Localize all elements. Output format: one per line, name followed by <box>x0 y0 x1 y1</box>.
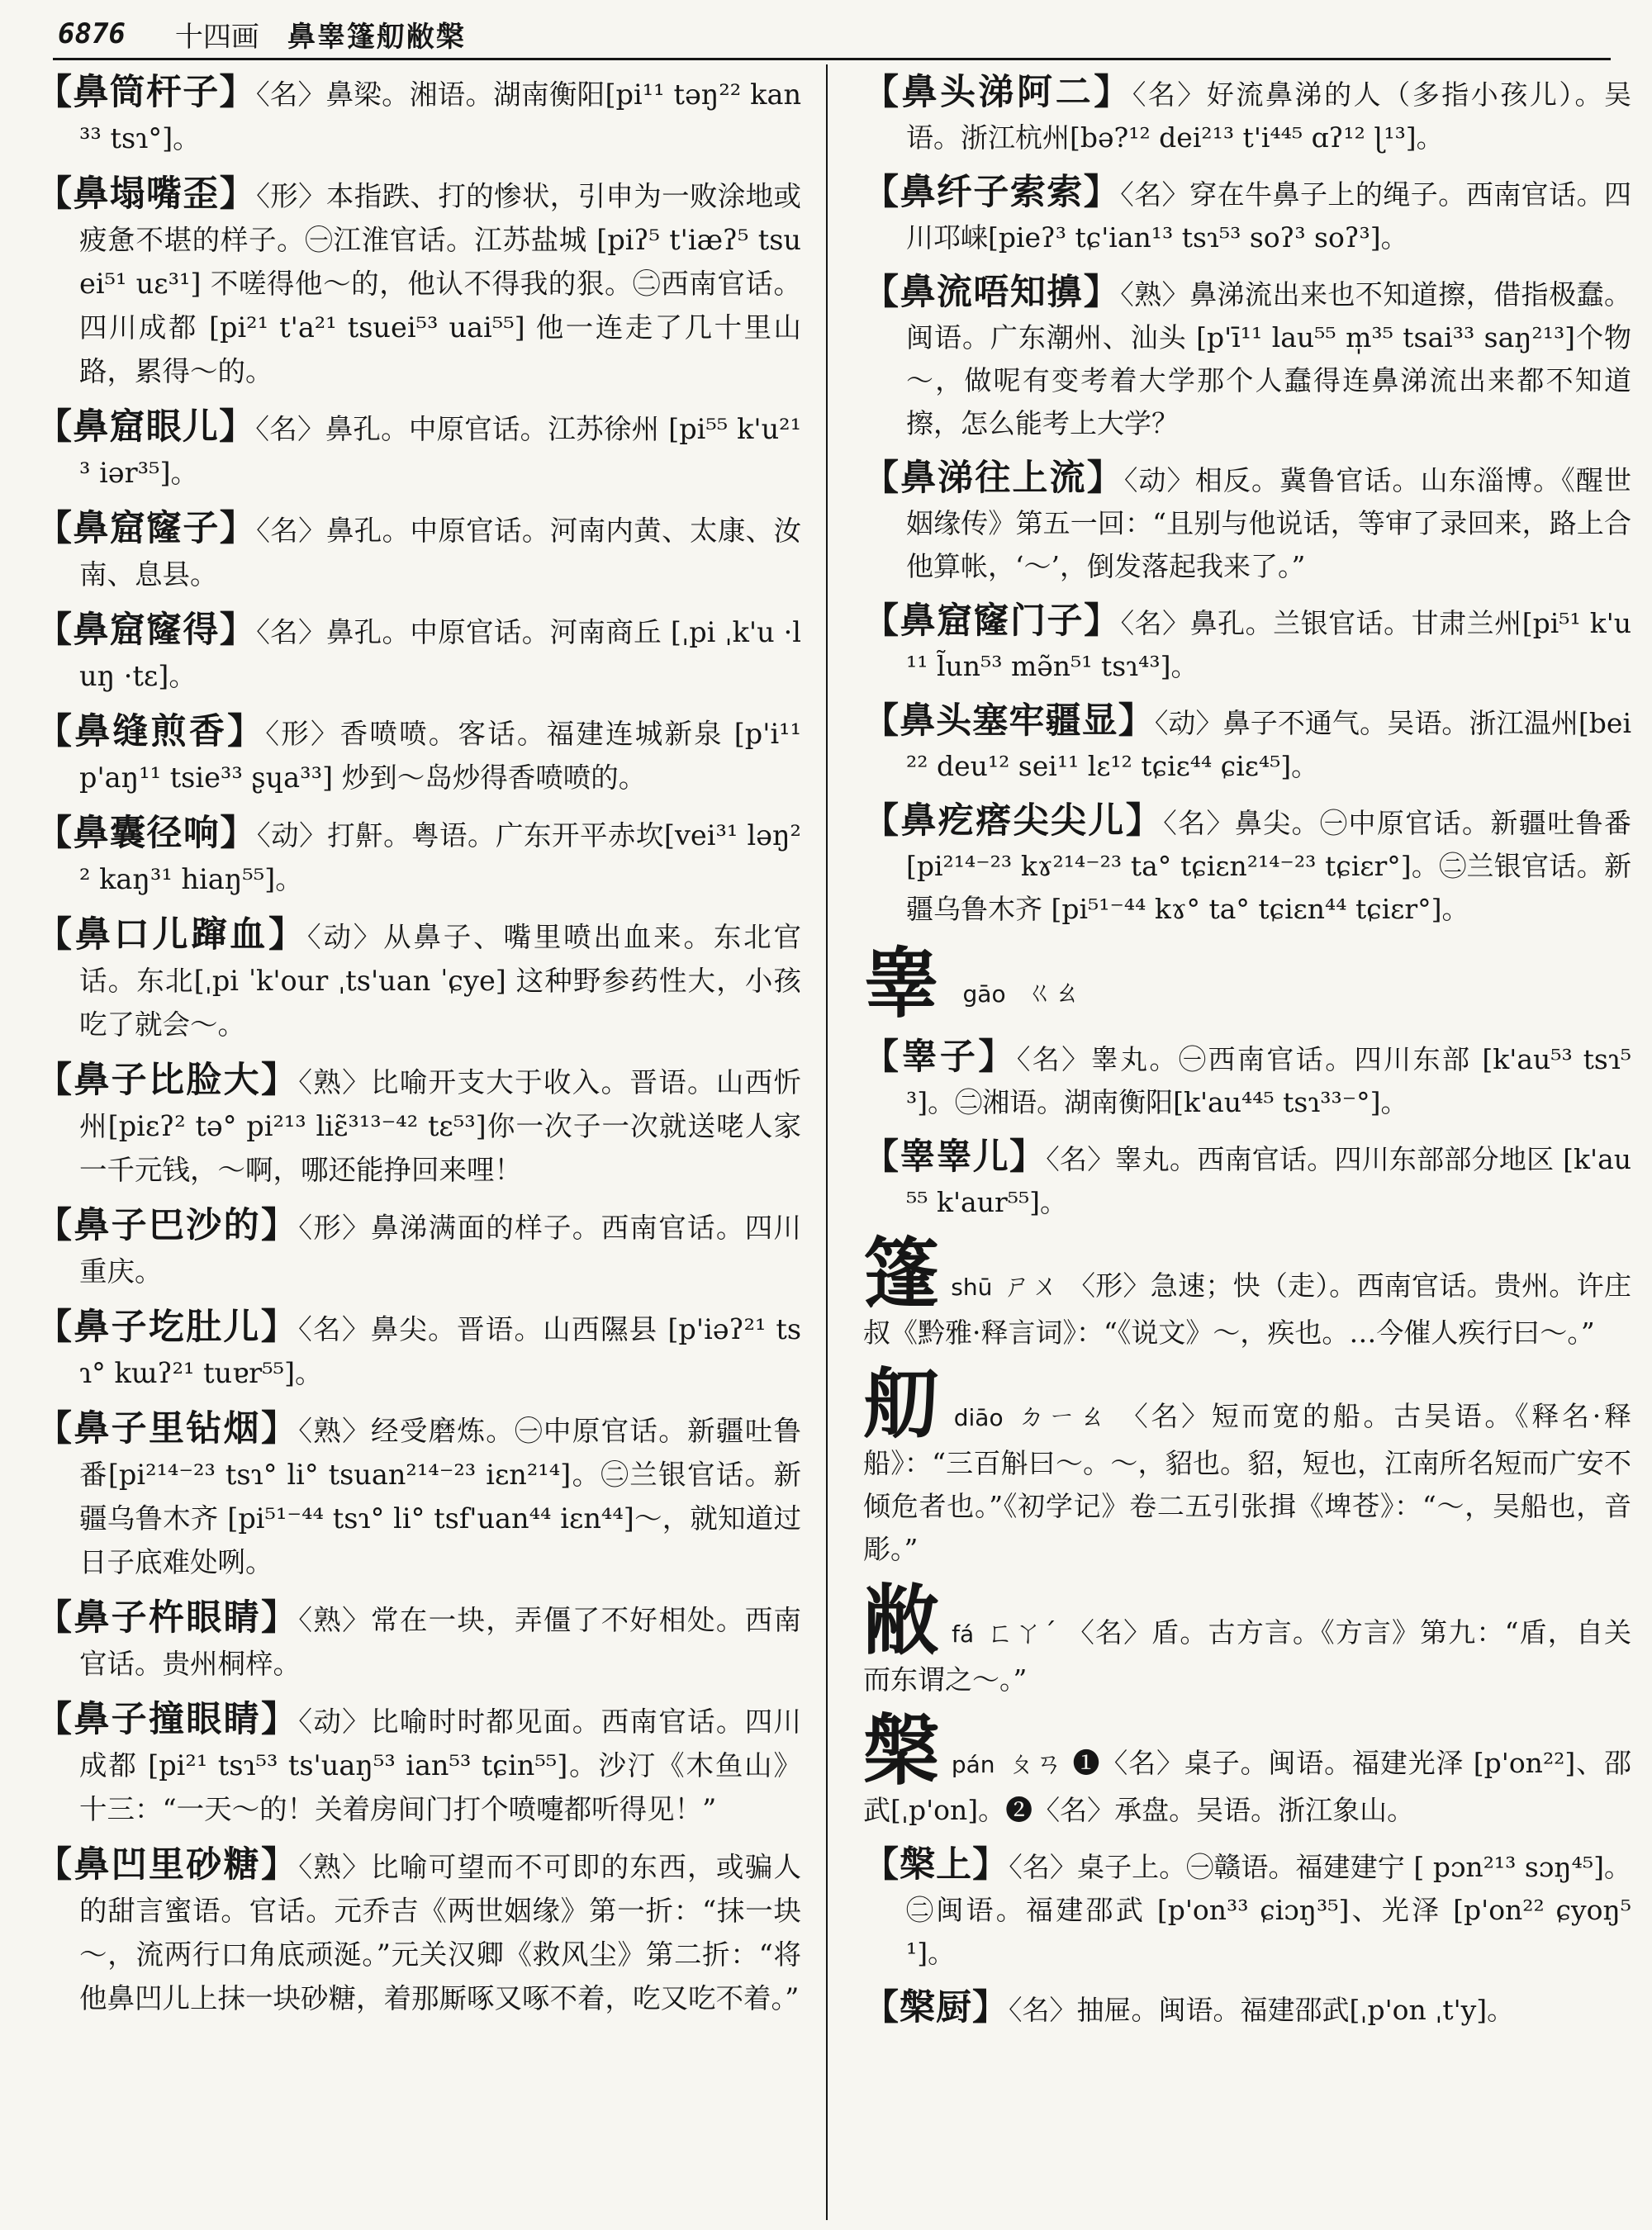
dictionary-entry <box>36 1843 801 2020</box>
left-bracket: 【 <box>36 406 74 448</box>
entry-headword <box>36 610 256 651</box>
left-bracket: 【 <box>36 1205 74 1246</box>
pinyin: pán <box>951 1751 995 1778</box>
headword-text: 鼻凹里砂糖 <box>74 1844 261 1886</box>
headword-text: 鼻头涕阿二 <box>901 72 1094 113</box>
pinyin: gāo <box>962 980 1006 1008</box>
headword-text: 鼻口儿蹿血 <box>74 914 269 956</box>
definition-text: 〈动〉鼻子不通气。吴语。浙江温州[bei²² deu¹² sei¹¹ lɛ¹² tɕiɛ⁴⁴ ɕiɛ⁴⁵]。 <box>906 707 1631 782</box>
definition-text: 〈名〉鼻孔。中原官话。河南商丘 [ˌpi ˌk'u ·luŋ ·tɛ]。 <box>79 616 801 692</box>
left-bracket: 【 <box>863 272 900 313</box>
entry-headword <box>36 1408 298 1450</box>
entry-headword <box>863 700 1155 742</box>
right-bracket: 】 <box>1083 172 1121 213</box>
dictionary-entry <box>863 700 1631 788</box>
definition-text: 〈名〉好流鼻涕的人（多指小孩儿）。吴语。浙江杭州[bə?¹² dei²¹³ t'i⁴⁴⁵ ɑʔ¹² ɭ¹³]。 <box>906 78 1631 154</box>
entry-headword <box>863 272 1120 313</box>
headword-text: 鼻子里钻烟 <box>74 1408 261 1450</box>
header-characters: 鼻睾篷舠敝槃 <box>287 20 466 54</box>
entry-headword <box>36 508 256 549</box>
left-bracket: 【 <box>863 1037 902 1078</box>
right-bracket: 】 <box>260 1205 299 1246</box>
char-heading-gao <box>863 939 1631 1036</box>
right-bracket: 】 <box>219 72 256 113</box>
dictionary-entry <box>36 1597 801 1686</box>
zhuyin: ㄆㄢ <box>1006 1747 1064 1779</box>
right-bracket: 】 <box>260 1307 299 1348</box>
dictionary-entry <box>36 406 801 495</box>
entry-headword <box>36 406 255 448</box>
headword-text: 鼻子杵眼睛 <box>74 1597 261 1639</box>
entry-headword <box>863 458 1124 499</box>
definition-text: 〈形〉香喷喷。客话。福建连城新泉 [p'i¹¹ p'aŋ¹¹ tsie³³ ʂɥa³³] 炒到～岛炒得香喷喷的。 <box>79 718 801 794</box>
left-bracket: 【 <box>36 72 74 113</box>
definition-text: 〈名〉短而宽的船。古吴语。《释名·释船》：“三百斛曰～。～，貂也。貂，短也，江南所名短而广安不倾危者也。”《初学记》卷二五引张揖《埤苍》：“～，吴船也，音彫。” <box>863 1400 1631 1565</box>
definition-text: 〈名〉鼻尖。㊀中原官话。新疆吐鲁番[pi²¹⁴⁻²³ kɤ²¹⁴⁻²³ ta° tɕiɛn²¹⁴⁻²³ tɕiɛr°]。㊁兰银官话。新疆乌鲁木齐 [pi⁵¹⁻⁴⁴ kɤ° ta° tɕiɛn⁴⁴ tɕiɛr°]。 <box>906 807 1631 925</box>
pinyin: fá <box>952 1620 975 1648</box>
definition-text: 〈名〉抽屉。闽语。福建邵武[ˌp'on ˌt'y]。 <box>1009 1994 1515 2026</box>
dictionary-entry <box>36 71 801 160</box>
definition-text: 〈形〉急速；快（走）。西南官话。贵州。许庄叔《黔雅·释言词》：“《说文》～，疾也。…今催人疾行曰～。” <box>863 1269 1631 1349</box>
left-bracket: 【 <box>36 1844 74 1886</box>
char-entry-pan <box>863 1706 1631 1832</box>
entry-headword <box>36 1205 298 1246</box>
dictionary-entry <box>36 609 801 698</box>
headword-character: 槃 <box>863 1706 940 1796</box>
left-bracket: 【 <box>36 1307 74 1348</box>
right-bracket: 】 <box>268 914 307 956</box>
dictionary-entry <box>863 1136 1631 1224</box>
right-bracket: 】 <box>978 1037 1017 1078</box>
right-bracket: 】 <box>227 711 266 752</box>
left-bracket: 【 <box>863 800 901 842</box>
left-bracket: 【 <box>863 172 900 213</box>
left-bracket: 【 <box>863 700 900 742</box>
headword-text: 鼻子巴沙的 <box>74 1205 261 1246</box>
headword-text: 鼻涕往上流 <box>900 458 1087 499</box>
entry-headword <box>863 800 1163 842</box>
left-entries <box>36 71 801 2020</box>
zhuyin: ㄉㄧㄠ <box>1014 1400 1109 1432</box>
headword-text: 鼻缝煎香 <box>74 711 228 752</box>
headword-text: 鼻子圪肚儿 <box>74 1307 261 1348</box>
headword-text: 鼻囊径响 <box>73 813 221 854</box>
entry-headword <box>36 1597 298 1639</box>
headword-text: 鼻塌嘴歪 <box>73 173 220 215</box>
right-bracket: 】 <box>1083 272 1121 313</box>
right-bracket: 】 <box>1118 700 1155 742</box>
dictionary-entry <box>36 1698 801 1831</box>
definition-text: 〈名〉鼻孔。中原官话。河南内黄、太康、汝南、息县。 <box>79 515 801 591</box>
dictionary-entry <box>36 507 801 596</box>
right-bracket: 】 <box>260 1699 299 1740</box>
left-bracket: 【 <box>36 610 74 651</box>
right-bracket: 】 <box>220 813 257 854</box>
left-bracket: 【 <box>36 1060 74 1101</box>
right-bracket: 】 <box>1125 800 1164 842</box>
definition-text: 〈名〉桌子上。㊀赣语。福建建宁 [ pɔn²¹³ sɔŋ⁴⁵]。㊁闽语。福建邵武 [p'on³³ ɕiɔŋ³⁵]、光泽 [p'on²² ɕyoŋ⁵¹]。 <box>906 1851 1631 1969</box>
right-entries-group-c <box>863 1843 1631 2032</box>
pinyin: diāo <box>953 1404 1004 1431</box>
headword-character: 敝 <box>863 1576 941 1665</box>
definition-text: 〈名〉鼻尖。晋语。山西隰县 [p'iəʔ²¹ tsɿ° kɯʔ²¹ tuɐr⁵⁵]。 <box>79 1313 801 1389</box>
entry-headword <box>863 72 1132 113</box>
dictionary-entry <box>36 1059 801 1192</box>
headword-text: 鼻窟窿子 <box>73 508 220 549</box>
headword-text: 睾睾儿 <box>900 1136 1009 1178</box>
left-bracket: 【 <box>36 813 74 854</box>
entry-headword <box>863 1987 1009 2028</box>
definition-text: 〈形〉鼻涕满面的样子。西南官话。四川重庆。 <box>79 1212 801 1288</box>
dictionary-entry <box>863 457 1631 588</box>
headword-text: 槃厨 <box>900 1987 972 2028</box>
left-bracket: 【 <box>863 1136 900 1178</box>
dictionary-entry <box>863 271 1631 445</box>
char-entry-diao <box>863 1359 1631 1571</box>
headword-character: 舠 <box>863 1359 942 1449</box>
definition-text: 〈动〉比喻时时都见面。西南官话。四川成都 [pi²¹ tsɿ⁵³ ts'uaŋ⁵³ ian⁵³ tɕin⁵⁵]。沙汀《木鱼山》十三：“一天～的！关着房间门打个喷嚏都听得见！” <box>79 1706 801 1825</box>
headword-text: 鼻筒杆子 <box>73 72 220 113</box>
left-column <box>36 71 801 2213</box>
entry-headword <box>36 813 257 854</box>
entry-headword <box>36 1060 298 1101</box>
right-bracket: 】 <box>972 1844 1009 1886</box>
right-bracket: 】 <box>260 1408 299 1450</box>
headword-text: 睾子 <box>901 1037 979 1078</box>
headword-text: 鼻窟眼儿 <box>73 406 220 448</box>
left-bracket: 【 <box>36 914 75 956</box>
right-bracket: 】 <box>219 406 256 448</box>
entry-headword <box>36 72 256 113</box>
headword-text: 鼻窟窿门子 <box>900 600 1085 642</box>
right-bracket: 】 <box>260 1060 299 1101</box>
right-bracket: 】 <box>260 1597 299 1639</box>
dictionary-entry <box>36 1407 801 1584</box>
dictionary-entry <box>863 1843 1631 1975</box>
left-bracket: 【 <box>36 711 75 752</box>
definition-text: 〈名〉鼻孔。兰银官话。甘肃兰州[pi⁵¹ k'u¹¹ l̃un⁵³ mə̃n⁵¹ tsɿ⁴³]。 <box>906 607 1631 682</box>
headword-text: 鼻疙瘩尖尖儿 <box>900 800 1126 842</box>
entry-headword <box>36 1844 298 1886</box>
dictionary-entry <box>36 1306 801 1395</box>
dictionary-entry <box>863 1986 1631 2032</box>
left-bracket: 【 <box>36 508 74 549</box>
zhuyin: ㄍㄠ <box>1026 976 1081 1008</box>
headword-text: 鼻流唔知擤 <box>900 272 1084 313</box>
left-bracket: 【 <box>36 1408 74 1450</box>
dictionary-entry <box>863 71 1631 159</box>
dictionary-entry <box>863 600 1631 688</box>
definition-text: 〈形〉本指跌、打的惨状，引申为一败涂地或疲惫不堪的样子。㊀江淮官话。江苏盐城 [piʔ⁵ t'iæʔ⁵ tsuei⁵¹ uɛ³¹] 不嗟得他～的，他认不得我的狠。㊁西南官话。四川成都 [pi²¹ t'a²¹ tsuei⁵³ uai⁵⁵] 他一连走了几十里山路，累得～的。 <box>79 180 801 387</box>
right-entries-group-a <box>863 71 1631 931</box>
definition-text: 〈熟〉经受磨炼。㊀中原官话。新疆吐鲁番[pi²¹⁴⁻²³ tsɿ° li° tsuan²¹⁴⁻²³ iɛn²¹⁴]。㊁兰银官话。新疆乌鲁木齐 [pi⁵¹⁻⁴⁴ tsɿ° li° tsf'uan⁴⁴ iɛn⁴⁴]～，就知道过日子底难处咧。 <box>79 1415 801 1578</box>
definition-text: 〈名〉睾丸。㊀西南官话。四川东部 [k'au⁵³ tsɿ⁵³]。㊁湘语。湖南衡阳[k'au⁴⁴⁵ tsɿ³³⁻°]。 <box>906 1043 1631 1118</box>
left-bracket: 【 <box>863 72 902 113</box>
right-bracket: 】 <box>260 1844 299 1886</box>
headword-character: 睾 <box>863 939 940 1028</box>
definition-text: 〈熟〉比喻可望而不可即的东西，或骗人的甜言蜜语。官话。元乔吉《两世姻缘》第一折：“抹一块～，流两行口角底顽涎。”元关汉卿《救风尘》第二折：“将他鼻凹儿上抹一块砂糖，着那厮啄又啄不着，吃又吃不着。” <box>79 1851 801 2014</box>
entry-headword <box>36 1307 298 1348</box>
left-bracket: 【 <box>863 1987 900 2028</box>
left-bracket: 【 <box>863 600 900 642</box>
definition-text: 〈动〉相反。冀鲁官话。山东淄博。《醒世姻缘传》第五一回：“且别与他说话，等审了录回来，路上合他算帐，‘～’，倒发落起我来了。” <box>906 464 1631 582</box>
definition-text: ❶〈名〉桌子。闽语。福建光泽 [p'on²²]、邵武[ˌp'on]。❷〈名〉承盘。吴语。浙江象山。 <box>863 1747 1631 1826</box>
zhuyin: ㄈㄚˊ <box>985 1616 1058 1649</box>
dictionary-entry <box>36 710 801 799</box>
entry-headword <box>863 172 1120 213</box>
right-bracket: 】 <box>1084 600 1121 642</box>
entry-headword <box>863 1136 1046 1178</box>
dictionary-entry <box>36 173 801 393</box>
right-bracket: 】 <box>1094 72 1132 113</box>
right-bracket: 】 <box>1086 458 1124 499</box>
definition-text: 〈熟〉鼻涕流出来也不知道擦，借指极蠢。闽语。广东潮州、汕头 [p'ī¹¹ lau⁵⁵ m̩³⁵ tsai³³ saŋ²¹³]个物～，做呢有变考着大学那个人蠢得连鼻涕流出来都不知道擦，怎么能考上大学？ <box>906 278 1631 439</box>
definition-text: 〈名〉盾。古方言。《方言》第九：“盾，自关而东谓之～。” <box>863 1616 1631 1696</box>
right-entries-group-b <box>863 1036 1631 1224</box>
headword-character: 篷 <box>863 1229 940 1318</box>
zhuyin: ㄕㄨ <box>1004 1269 1060 1302</box>
left-bracket: 【 <box>36 173 74 215</box>
right-bracket: 】 <box>219 173 257 215</box>
left-bracket: 【 <box>36 1597 74 1639</box>
right-bracket: 】 <box>219 610 257 651</box>
headword-text: 槃上 <box>900 1844 973 1886</box>
dictionary-entry <box>863 1036 1631 1124</box>
dictionary-entry <box>863 799 1631 931</box>
dictionary-entry <box>36 1204 801 1293</box>
right-bracket: 】 <box>972 1987 1009 2028</box>
headword-text: 鼻子比脸大 <box>74 1060 261 1101</box>
left-bracket: 【 <box>36 1699 74 1740</box>
page-header <box>58 12 1611 56</box>
header-rule <box>53 58 1611 60</box>
entry-headword <box>863 1844 1009 1886</box>
definition-text: 〈名〉鼻梁。湘语。湖南衡阳[pi¹¹ təŋ²² kan³³ tsɿ°]。 <box>79 78 801 154</box>
page-number: 6876 <box>58 17 126 50</box>
definition-text: 〈动〉打鼾。粤语。广东开平赤坎[vei³¹ ləŋ²² kaŋ³¹ hiaŋ⁵⁵]。 <box>79 819 801 895</box>
headword-text: 鼻子撞眼睛 <box>74 1699 261 1740</box>
right-bracket: 】 <box>1009 1136 1047 1178</box>
headword-text: 鼻纤子索索 <box>900 172 1084 213</box>
headword-text: 鼻窟窿得 <box>73 610 220 651</box>
headword-text: 鼻头塞牢疆显 <box>900 700 1118 742</box>
entry-headword <box>863 600 1121 642</box>
dictionary-entry <box>36 913 801 1046</box>
definition-text: 〈名〉穿在牛鼻子上的绳子。西南官话。四川邛崃[pieʔ³ tɕ'ian¹³ tsɿ⁵³ soʔ³ soʔ³]。 <box>906 178 1631 254</box>
definition-text: 〈熟〉比喻开支大于收入。晋语。山西忻州[piɛʔ² tə° pi²¹³ liɛ̃³¹³⁻⁴² tɛ⁵³]你一次子一次就送咾人家一千元钱，～啊，哪还能挣回来哩！ <box>79 1066 801 1186</box>
entry-headword <box>863 1037 1017 1078</box>
char-entry-fa <box>863 1576 1631 1701</box>
char-entry-shu <box>863 1229 1631 1355</box>
pinyin: shū <box>951 1274 993 1301</box>
left-bracket: 【 <box>863 1844 900 1886</box>
stroke-section-label: 十四画 <box>174 20 259 54</box>
column-divider <box>826 64 828 2220</box>
dictionary-entry <box>863 171 1631 259</box>
right-bracket: 】 <box>219 508 257 549</box>
definition-text: 〈动〉从鼻子、嘴里喷出血来。东北官话。东北[ˌpi ˈk'our ˌts'uan ˈɕye] 这种野参药性大，小孩吃了就会～。 <box>79 921 801 1041</box>
dictionary-entry <box>36 812 801 901</box>
definition-text: 〈名〉睾丸。西南官话。四川东部部分地区 [k'au⁵⁵ k'aur⁵⁵]。 <box>906 1143 1631 1218</box>
left-bracket: 【 <box>863 458 901 499</box>
entry-headword <box>36 711 265 752</box>
right-column <box>863 71 1631 2213</box>
entry-headword <box>36 1699 298 1740</box>
entry-headword <box>36 914 307 956</box>
entry-headword <box>36 173 256 215</box>
definition-text: 〈熟〉常在一块，弄僵了不好相处。西南官话。贵州桐梓。 <box>79 1604 801 1680</box>
definition-text: 〈名〉鼻孔。中原官话。江苏徐州 [pi⁵⁵ k'u²¹³ iər³⁵]。 <box>79 413 801 489</box>
